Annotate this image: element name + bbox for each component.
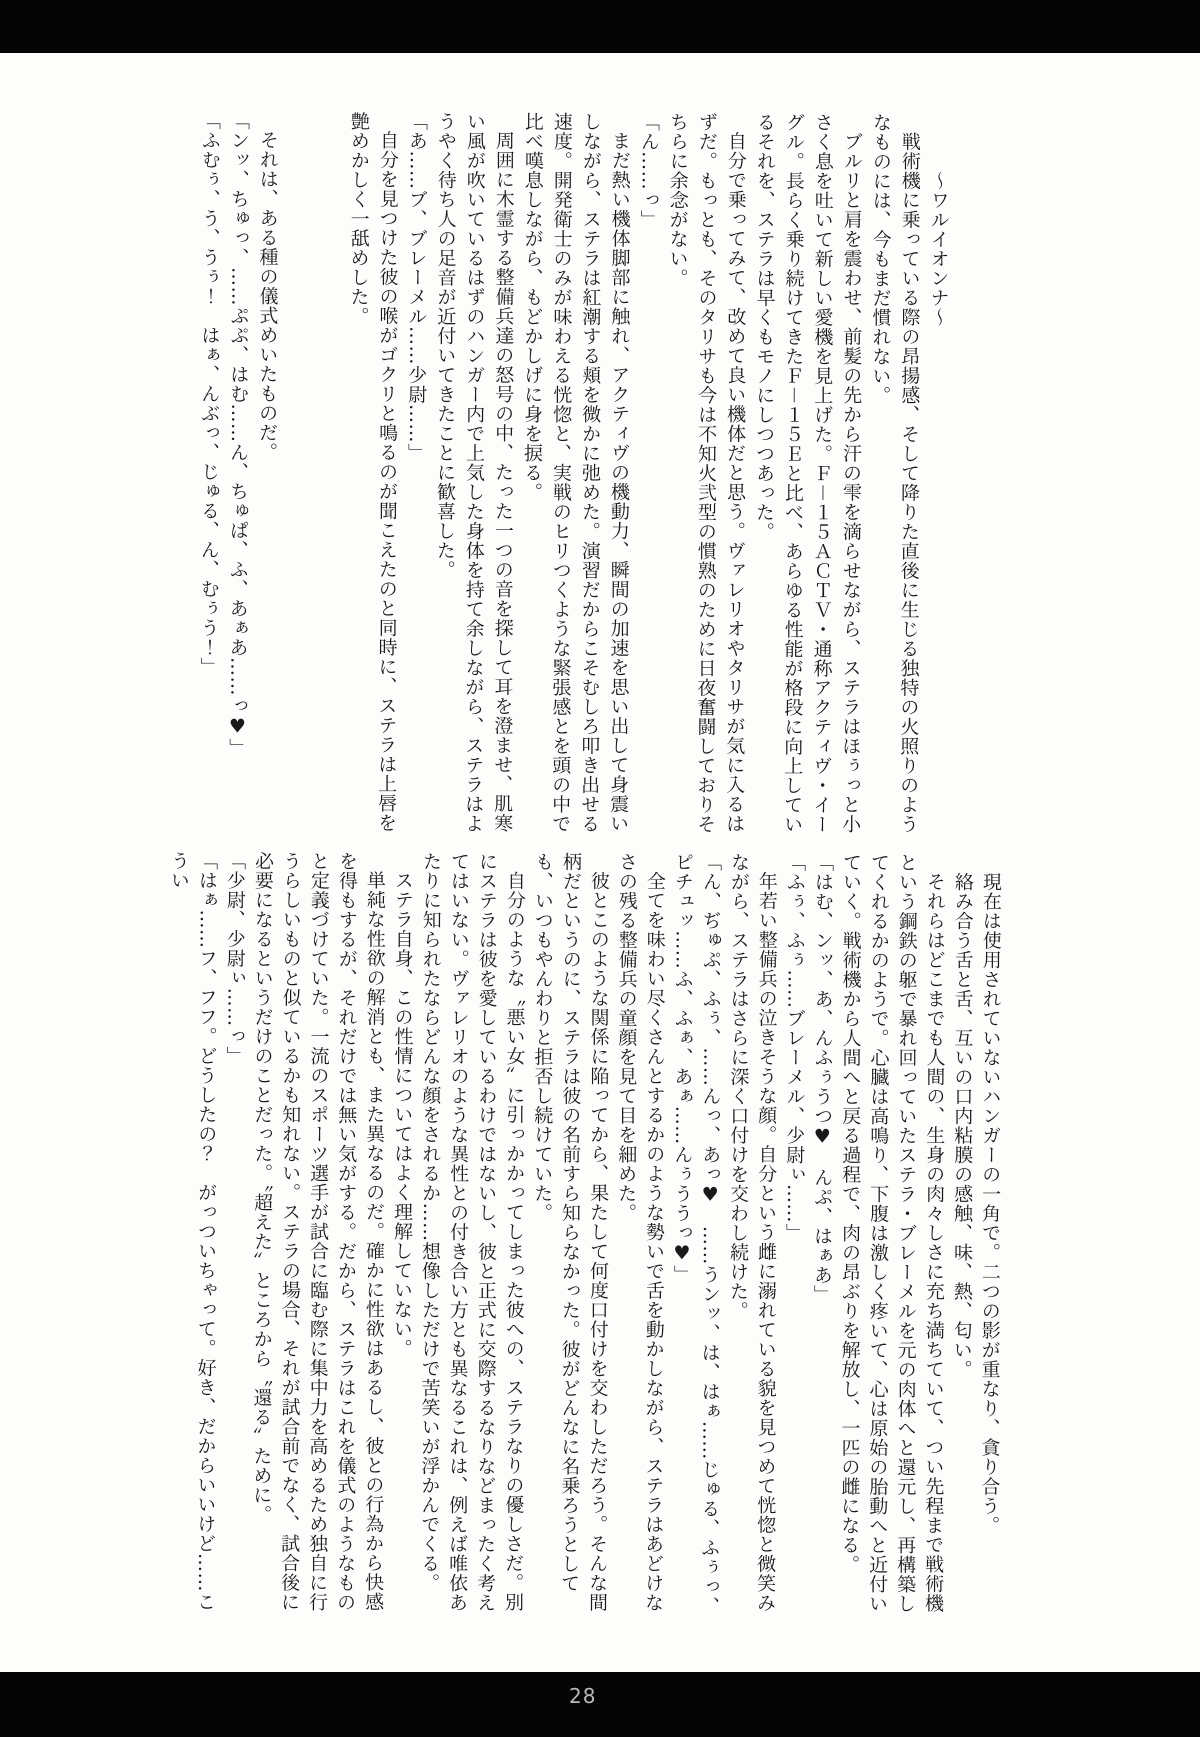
paragraph: それは、ある種の儀式めいたものだ。 — [256, 130, 279, 462]
paragraph: 「ンッ、ちゅっ、……ぷぷ、はむ……ん、ちゅぱ、ふ、あぁあ……っ♥」 — [226, 111, 250, 758]
page-number: 28 — [569, 1684, 597, 1708]
paragraph: 「はむ、ンッ、あ、んふぅうつ♥ んぷ、はぁあ」 — [810, 852, 835, 1305]
paragraph: 絡み合う舌と舌、互いの口内粘膜の感触、味、熱、匂い。 — [950, 871, 974, 1380]
paragraph: ブルリと肩を震わせ、前髪の先から汗の雫を滴らせながら、ステラはほぅっと小さく息を吐いて新しい愛機を見上げた。Ｆ－１５ＡＣＴＶ・通称アクティヴ・イーグル。長らく乗り続けてきたＦ－１５Ｅと比べ、あらゆる性能が格段に向上しているそれを、ステラは早くもモノにしつつあった。 — [752, 112, 863, 835]
paragraph: 「少尉、少尉ぃ……っ」 — [223, 851, 247, 1066]
paragraph: 彼とこのような関係に陥ってから、果たして何度口付けを交わしただろう。そんな間柄だというのに、ステラは彼の名前すら知らなかった。彼がどんなに名乗ろうとしても、いつもやんわりと拒否し続けていた。 — [531, 851, 610, 1613]
paragraph: 「ん、ぢゅぷ、ふぅ、……んっ、あっ♥ ……うンッ、は、はぁ……じゅる、ふぅっ、ピチュッ……ふ、ふぁ、あぁ……んぅううっ♥」 — [670, 852, 723, 1616]
paragraph: 単純な性欲の解消とも、また異なるのだ。確かに性欲はあるし、彼との行為から快感を得もするが、それだけでは無い気がする。だから、ステラはこれを儀式のようなものと定義づけていた。一流のスポーツ選手が試合に臨む際に集中力を高めるため独自に行うらしいものと似ているかも知れない。ステラの場合、それが試合前でなく、試合後に必要になるというだけのことだった。〝超えた〟ところから〝還る〟ために。 — [250, 851, 386, 1612]
paragraph: 「ふぅ、ふぅ……ブレーメル、少尉ぃ……」 — [782, 852, 807, 1243]
paragraph: 「あ……ブ、ブレーメル……少尉……」 — [405, 111, 428, 463]
paragraph: 自分のような〝悪い女〟に引っかかってしまった彼への、ステラなりの優しさだ。別にステラは彼を愛しているわけではないし、彼と正式に交際するなりなどまったく考えてはいない。ヴァレリオのような異性との付き合い方とも異なるこれは、例えば唯依あたりに知られたならどんな顔をされるか……想像しただけで苦笑いが浮かんでくる。 — [418, 851, 526, 1613]
paragraph: 「ふむぅ、う、うぅ！ はぁ、んぶっ、じゅる、ん、むぅう！」 — [197, 110, 221, 677]
paragraph: 現在は使用されていないハンガーの一角で。二つの影が重なり、貪り合う。 — [978, 872, 1002, 1536]
paragraph: 年若い整備兵の泣きそうな顔。自分という雌に溺れている貌を見つめて恍惚と微笑みながら、ステラはさらに深く口付けを交わし続けた。 — [726, 852, 778, 1613]
paragraph: 戦術機に乗っている際の昂揚感、そして降りた直後に生じる独特の火照りのようなものには、今もまだ慣れない。 — [869, 112, 921, 834]
scan-border-top — [0, 0, 1200, 53]
upper-text-block — [193, 111, 1008, 847]
scan-border-bottom — [0, 1672, 1200, 1737]
paragraph: ステラ自身、この性情についてはよく理解していない。 — [390, 870, 414, 1359]
paragraph: まだ熱い機体脚部に触れ、アクティヴの機動力、瞬間の加速を思い出して身震いしながら、ステラは紅潮する頬を微かに弛めた。演習だからこそむしろ叩き出せる速度。開発衛士のみが味わえる恍惚と、実戦のヒリつくような緊張感とを頭の中で比べ嘆息しながら、もどかしげに身を捩る。 — [520, 111, 631, 834]
paragraph: 「はぁ……フ、フフ。どうしたの？ がっついちゃって。好き、だからいいけど……こうい — [167, 850, 219, 1612]
paragraph: 「ん……っ」 — [637, 112, 660, 230]
paragraph: 全てを味わい尽くさんとするかのような勢いで舌を動かしながら、ステラはあどけなさの残る整備兵の童顔を見て目を細めた。 — [615, 852, 666, 1613]
story-title: ～ワルイオンナ～ — [927, 170, 950, 327]
paragraph: 周囲に木霊する整備兵達の怒号の中、たった一つの音を探して耳を澄ませ、肌寒い風が吹いているはずのハンガー内で上気した身体を持て余しながら、ステラはようやく待ち人の足音が近付いてきたことに歓喜した。 — [433, 111, 515, 834]
paragraph: 自分で乗ってみて、改めて良い機体だと思う。ヴァレリオやタリサが気に入るはずだ。もっとも、そのタリサも今は不知火弐型の慣熟のために日夜奮闘しておりそちらに余念がない。 — [666, 112, 747, 834]
paragraph: 自分を見つけた彼の喉がゴクリと鳴るのが聞こえたのと同時に、ステラは上唇を艶めかしく一舐めした。 — [347, 111, 399, 833]
lower-text-block — [163, 851, 1005, 1621]
paragraph: それらはどこまでも人間の、生身の肉々しさに充ち満ちていて、つい先程まで戦術機という鋼鉄の躯で暴れ回っていたステラ・ブレーメルを元の肉体へと還元し、再構築してくれるかのようで。心臓は高鳴り、下腹は激しく疼いて、心は原始の胎動へと近付いていく。戦術機から人間へと戻る過程で、肉の昂ぶりを解放し、一匹の雌になる。 — [838, 852, 946, 1614]
